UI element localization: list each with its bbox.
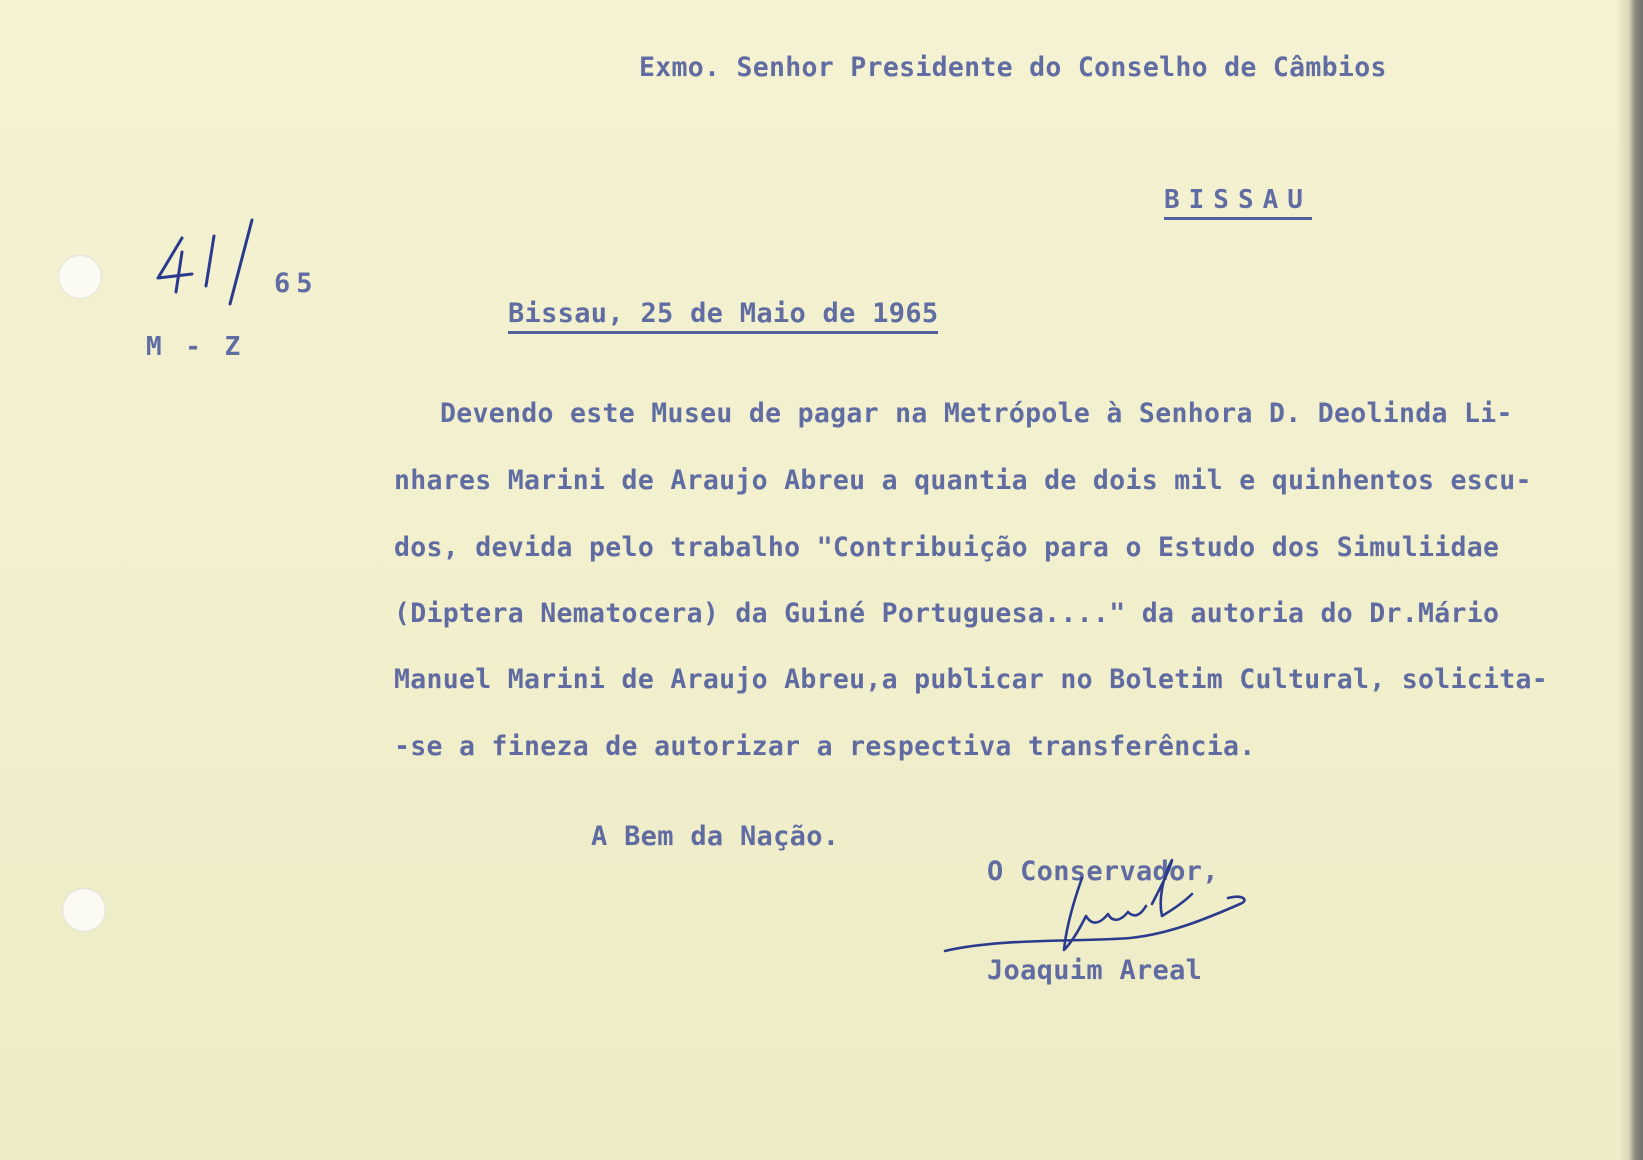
handwritten-signature xyxy=(940,858,1280,968)
body-line: -se a fineza de autorizar a respectiva transferência. xyxy=(394,731,1256,762)
date-line: Bissau, 25 de Maio de 1965 xyxy=(508,298,938,334)
reference-code: M - Z xyxy=(146,332,245,362)
reference-number: 65 xyxy=(274,268,319,299)
addressee-line: Exmo. Senhor Presidente do Conselho de Câmbios xyxy=(639,52,1387,83)
punch-hole-bottom xyxy=(62,888,106,932)
punch-hole-top xyxy=(58,255,102,299)
body-line: Devendo este Museu de pagar na Metrópole à Senhora D. Deolinda Li- xyxy=(440,398,1513,429)
body-line: (Diptera Nematocera) da Guiné Portuguesa...." da autoria do Dr.Mário xyxy=(394,598,1500,629)
page-edge-shadow xyxy=(1617,0,1643,1160)
body-line: dos, devida pelo trabalho "Contribuição para o Estudo dos Simuliidae xyxy=(394,532,1500,563)
handwritten-reference-mark xyxy=(152,220,272,320)
body-line: Manuel Marini de Araujo Abreu,a publicar no Boletim Cultural, solicita- xyxy=(394,664,1549,695)
signer-title: O Conservador, xyxy=(987,856,1219,887)
body-line: nhares Marini de Araujo Abreu a quantia de dois mil e quinhentos escu- xyxy=(394,465,1532,496)
signer-name: Joaquim Areal xyxy=(987,955,1203,986)
closing-salutation: A Bem da Nação. xyxy=(591,821,840,852)
city-heading: BISSAU xyxy=(1164,184,1312,220)
